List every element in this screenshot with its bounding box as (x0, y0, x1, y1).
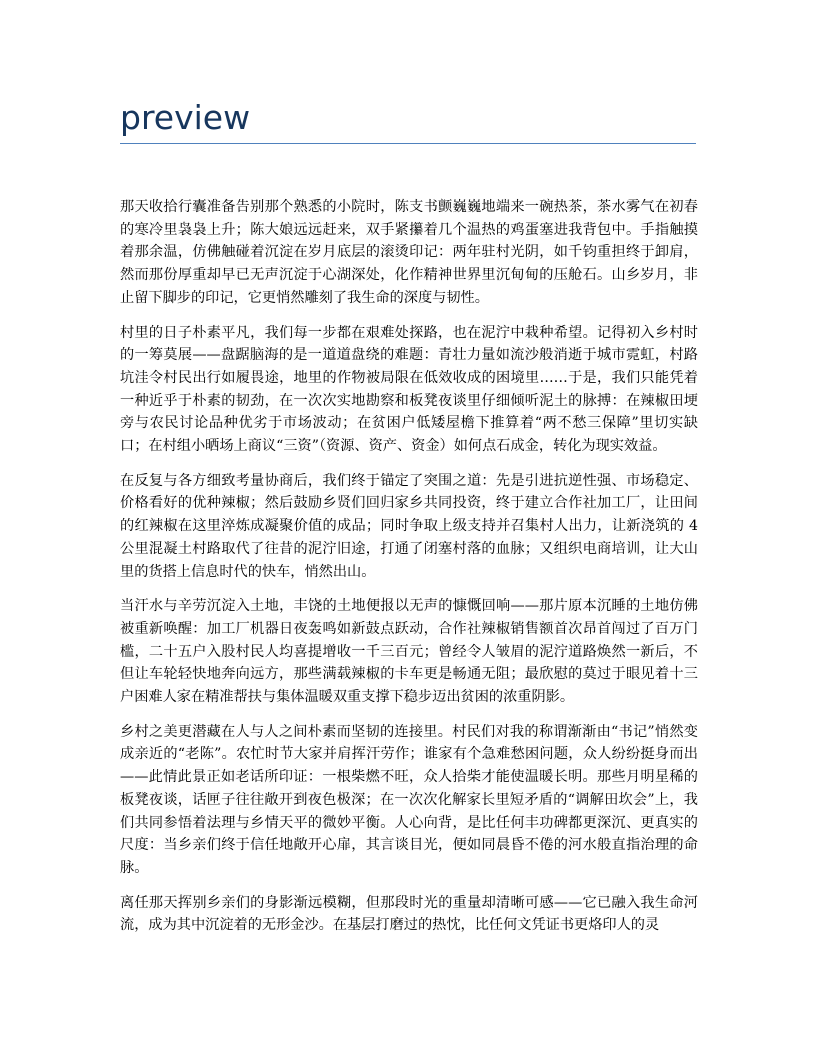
paragraph-breakthrough: 在反复与各方细致考量协商后，我们终于锚定了突围之道：先是引进抗逆性强、市场稳定、价格看好的优种辣椒；然后鼓励乡贤们回归家乡共同投资，终于建立合作社加工厂，让田间的红辣椒在这里淬炼成凝聚价值的成品；同时争取上级支持并召集村人出力，让新浇筑的 4 公里混凝土村路取代了往昔的泥泞旧途，打通了闭塞村落的血脉；又组织电商培训，让大山里的货搭上信息时代的快车，悄然出山。 (120, 472, 698, 580)
paragraph-departure: 离任那天挥别乡亲们的身影渐远模糊，但那段时光的重量却清晰可感——它已融入我生命河流，成为其中沉淀着的无形金沙。在基层打磨过的热忱，比任何文凭证书更烙印人的灵 (120, 894, 698, 934)
document-body (120, 196, 698, 949)
paragraph-results: 当汗水与辛劳沉淀入土地，丰饶的土地便报以无声的慷慨回响——那片原本沉睡的土地仿佛被重新唤醒：加工厂机器日夜轰鸣如新鼓点跃动，合作社辣椒销售额首次昂首闯过了百万门槛，二十五户入股村民人均喜提增收一千三百元；曾经令人皱眉的泥泞道路焕然一新后，不但让车轮轻快地奔向远方，那些满载辣椒的卡车更是畅通无阻；最欣慰的莫过于眼见着十三户困难人家在精准帮扶与集体温暖双重支撑下稳步迈出贫困的浓重阴影。 (120, 598, 698, 706)
paragraph-farewell: 那天收拾行囊准备告别那个熟悉的小院时，陈支书颤巍巍地端来一碗热茶，茶水雾气在初春的寒冷里袅袅上升；陈大娘远远赶来，双手紧攥着几个温热的鸡蛋塞进我背包中。手指触摸着那余温，仿佛触碰着沉淀在岁月底层的滚烫印记：两年驻村光阴，如千钧重担终于卸肩，然而那份厚重却早已无声沉淀于心湖深处，化作精神世界里沉甸甸的压舱石。山乡岁月，非止留下脚步的印记，它更悄然雕刻了我生命的深度与韧性。 (120, 199, 698, 306)
page-title: preview (120, 98, 251, 137)
paragraph-early-days: 村里的日子朴素平凡，我们每一步都在艰难处探路，也在泥泞中栽种希望。记得初入乡村时的一筹莫展——盘踞脑海的是一道道盘绕的难题：青壮力量如流沙般消逝于城市霓虹，村路坑洼令村民出行如履畏途，地里的作物被局限在低效收成的困境里……于是，我们只能凭着一种近乎于朴素的韧劲，在一次次实地勘察和板凳夜谈里仔细倾听泥土的脉搏：在辣椒田埂旁与农民讨论品种优劣于市场波动；在贫困户低矮屋檐下推算着“两不愁三保障”里切实缺口；在村组小晒场上商议“三资”（资源、资产、资金）如何点石成金，转化为现实效益。 (120, 324, 698, 455)
paragraph-community: 乡村之美更潜藏在人与人之间朴素而坚韧的连接里。村民们对我的称谓渐渐由“书记”悄然变成亲近的“老陈”。农忙时节大家并肩挥汗劳作；谁家有个急难愁困问题，众人纷纷挺身而出——此情此景正如老话所印证：一根柴燃不旺，众人拾柴才能使温暖长明。那些月明星稀的板凳夜谈，话匣子往往敞开到夜色极深；在一次次化解家长里短矛盾的“调解田坎会”上，我们共同参悟着法理与乡情天平的微妙平衡。人心向背，是比任何丰功碑都更深沉、更真实的尺度：当乡亲们终于信任地敞开心扉，其言谈目光，便如同晨昏不倦的河水般直指治理的命脉。 (120, 723, 698, 876)
title-divider (120, 143, 696, 144)
